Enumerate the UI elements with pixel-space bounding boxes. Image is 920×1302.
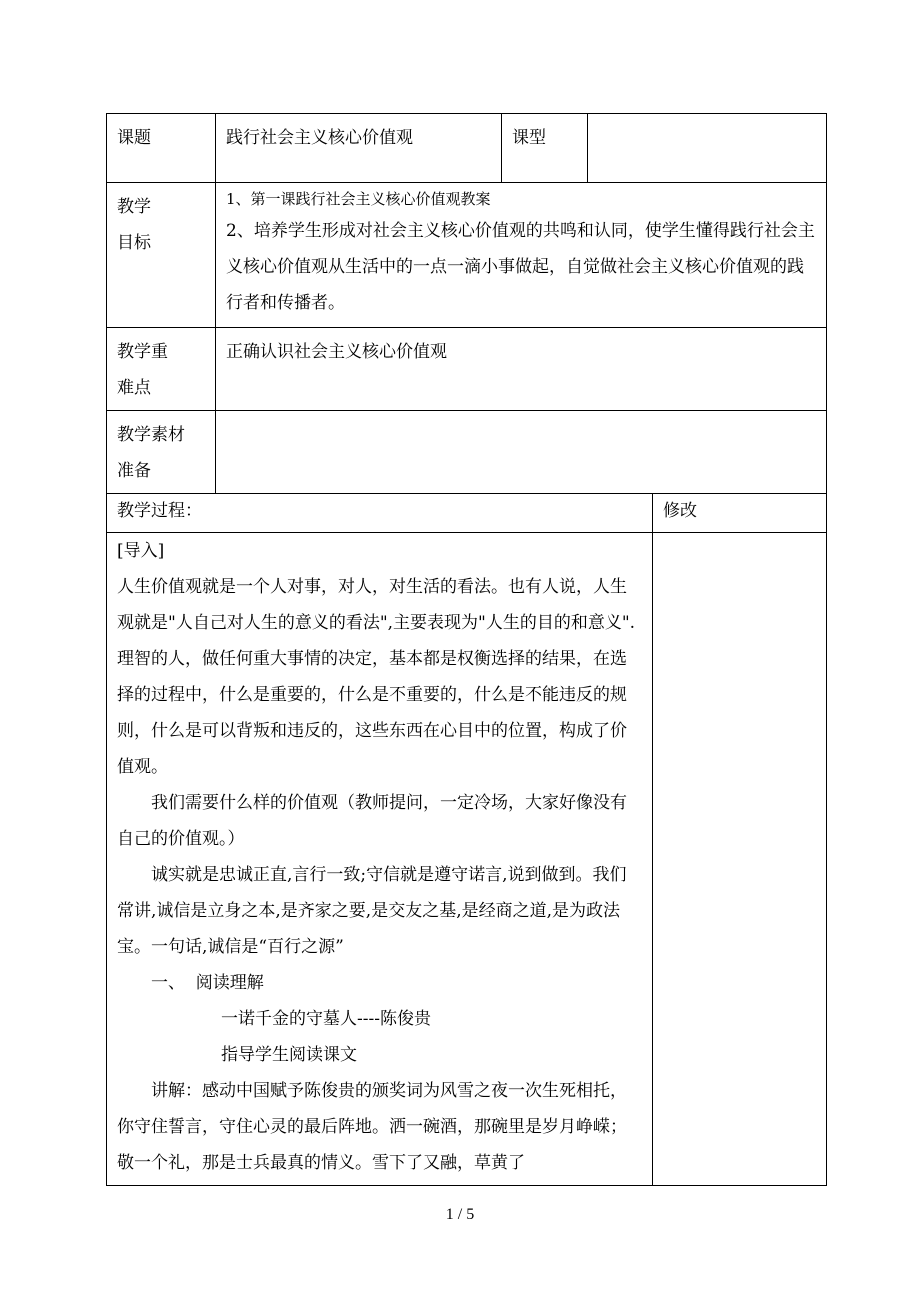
type-label-cell: [502, 114, 588, 183]
materials-label-cell: [107, 411, 216, 494]
goals-row: [107, 183, 827, 328]
process-header-row: [107, 494, 827, 533]
goals-item-2: 2、培养学生形成对社会主义核心价值观的共鸣和认同，使学生懂得践行社会主义核心价值观从生活中的一点一滴小事做起，自觉做社会主义核心价值观的践行者和传播者。: [226, 221, 815, 313]
topic-value: 践行社会主义核心价值观: [226, 128, 413, 148]
section-heading-reading: 一、 阅读理解: [151, 973, 264, 993]
type-value: [588, 114, 826, 124]
page-number: 1 / 5: [445, 1206, 475, 1223]
materials-row: [107, 411, 827, 494]
process-paragraph-3: 诚实就是忠诚正直,言行一致;守信就是遵守诺言,说到做到。我们常讲,诚信是立身之本,是齐家之要,是交友之基,是经商之道,是为政法宝。一句话,诚信是“百行之源”: [117, 865, 627, 957]
process-label-cell: [107, 494, 653, 533]
process-body-cell: [107, 533, 653, 1186]
materials-value-cell: [216, 411, 827, 494]
reading-title: 一诺千金的守墓人----陈俊贵: [221, 1009, 431, 1029]
reading-guide: 指导学生阅读课文: [221, 1045, 357, 1065]
explanation-paragraph: 讲解：感动中国赋予陈俊贵的颁奖词为风雪之夜一次生死相托，你守住誓言，守住心灵的最后阵地。洒一碗酒，那碗里是岁月峥嵘；敬一个礼，那是士兵最真的情义。雪下了又融，草黄了: [117, 1081, 627, 1173]
materials-label-line1: 教学素材: [117, 425, 185, 445]
topic-label-cell: [107, 114, 216, 183]
materials-value: [216, 411, 826, 421]
type-label: 课型: [512, 128, 546, 148]
key-points-label-line1: 教学重: [117, 342, 168, 362]
materials-label-line2: 准备: [117, 461, 151, 481]
process-paragraph-1: 人生价值观就是一个人对事，对人，对生活的看法。也有人说，人生观就是"人自己对人生的意义的看法",主要表现为"人生的目的和意义".理智的人，做任何重大事情的决定，基本都是权衡选择的结果，在选择的过程中，什么是重要的，什么是不重要的，什么是不能违反的规则，什么是可以背叛和违反的，这些东西在心目中的位置，构成了价值观。: [117, 577, 636, 777]
topic-label: 课题: [117, 128, 151, 148]
key-points-label-line2: 难点: [117, 378, 151, 398]
goals-label-line1: 教学: [117, 197, 151, 217]
goals-value-cell: [216, 183, 827, 328]
key-points-label-cell: [107, 328, 216, 411]
revise-label-cell: [653, 494, 827, 533]
revise-label: 修改: [663, 501, 697, 521]
lesson-plan-table: [106, 113, 827, 1186]
goals-label-cell: [107, 183, 216, 328]
type-value-cell: [588, 114, 827, 183]
goals-item-1: 1、第一课践行社会主义核心价值观教案: [226, 190, 491, 208]
process-body-row: [107, 533, 827, 1186]
topic-value-cell: [216, 114, 502, 183]
process-label: 教学过程：: [117, 501, 202, 521]
topic-row: [107, 114, 827, 183]
key-points-value: 正确认识社会主义核心价值观: [226, 342, 447, 362]
key-points-row: [107, 328, 827, 411]
intro-heading: [导入]: [117, 541, 165, 561]
goals-label-line2: 目标: [117, 233, 151, 253]
revise-body-cell: [653, 533, 827, 1186]
key-points-value-cell: [216, 328, 827, 411]
process-paragraph-2: 我们需要什么样的价值观（教师提问，一定冷场，大家好像没有自己的价值观。）: [117, 793, 627, 849]
